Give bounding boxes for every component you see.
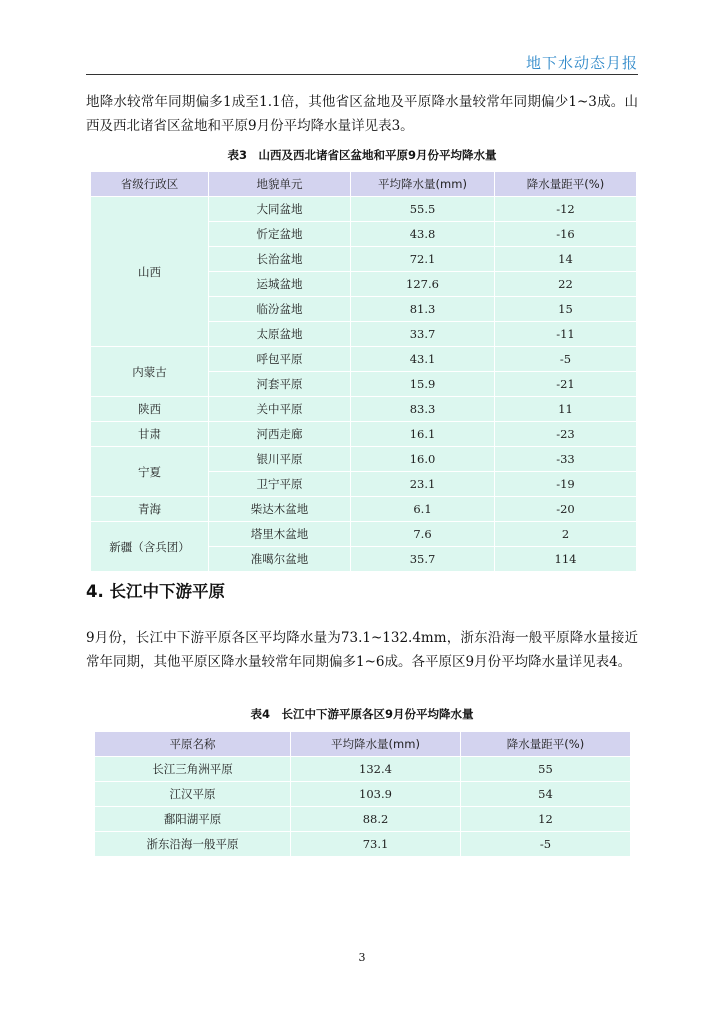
- landform-cell: 关中平原: [209, 397, 351, 422]
- landform-cell: 临汾盆地: [209, 297, 351, 322]
- province-cell: 宁夏: [91, 447, 209, 497]
- table3-row: [91, 422, 637, 447]
- table4: [94, 731, 631, 857]
- landform-cell: 大同盆地: [209, 197, 351, 222]
- avg-precip-cell: 132.4: [291, 757, 461, 782]
- avg-precip-cell: 16.0: [351, 447, 495, 472]
- avg-precip-cell: 6.1: [351, 497, 495, 522]
- province-cell: 甘肃: [91, 422, 209, 447]
- province-cell: 陕西: [91, 397, 209, 422]
- avg-precip-cell: 33.7: [351, 322, 495, 347]
- table4-header-cell: 降水量距平(%): [461, 732, 631, 757]
- anomaly-cell: -20: [495, 497, 637, 522]
- anomaly-cell: -33: [495, 447, 637, 472]
- avg-precip-cell: 16.1: [351, 422, 495, 447]
- anomaly-cell: 55: [461, 757, 631, 782]
- landform-cell: 忻定盆地: [209, 222, 351, 247]
- landform-cell: 太原盆地: [209, 322, 351, 347]
- avg-precip-cell: 127.6: [351, 272, 495, 297]
- avg-precip-cell: 72.1: [351, 247, 495, 272]
- province-cell: 内蒙古: [91, 347, 209, 397]
- section-heading: 4. 长江中下游平原: [86, 582, 225, 601]
- table3-row: [91, 197, 637, 222]
- page-number: 3: [358, 951, 366, 964]
- landform-cell: 河西走廊: [209, 422, 351, 447]
- avg-precip-cell: 35.7: [351, 547, 495, 572]
- anomaly-cell: -12: [495, 197, 637, 222]
- anomaly-cell: -19: [495, 472, 637, 497]
- table3-header-cell: 降水量距平(%): [495, 172, 637, 197]
- avg-precip-cell: 15.9: [351, 372, 495, 397]
- plain-name-cell: 浙东沿海一般平原: [95, 832, 291, 857]
- plain-name-cell: 江汉平原: [95, 782, 291, 807]
- province-cell: 山西: [91, 197, 209, 347]
- avg-precip-cell: 73.1: [291, 832, 461, 857]
- avg-precip-cell: 43.1: [351, 347, 495, 372]
- plain-name-cell: 长江三角洲平原: [95, 757, 291, 782]
- landform-cell: 银川平原: [209, 447, 351, 472]
- table4-row: [95, 757, 631, 782]
- table3-header-cell: 平均降水量(mm): [351, 172, 495, 197]
- anomaly-cell: 11: [495, 397, 637, 422]
- table3-row: [91, 497, 637, 522]
- table3-header-row: [91, 172, 637, 197]
- table3-header-cell: 省级行政区: [91, 172, 209, 197]
- landform-cell: 准噶尔盆地: [209, 547, 351, 572]
- province-cell: 青海: [91, 497, 209, 522]
- landform-cell: 运城盆地: [209, 272, 351, 297]
- anomaly-cell: 15: [495, 297, 637, 322]
- anomaly-cell: 2: [495, 522, 637, 547]
- table3-caption: 表3 山西及西北诸省区盆地和平原9月份平均降水量: [227, 148, 497, 162]
- avg-precip-cell: 81.3: [351, 297, 495, 322]
- report-title: 地下水动态月报: [525, 54, 638, 72]
- avg-precip-cell: 83.3: [351, 397, 495, 422]
- landform-cell: 长治盆地: [209, 247, 351, 272]
- avg-precip-cell: 23.1: [351, 472, 495, 497]
- table4-row: [95, 782, 631, 807]
- landform-cell: 河套平原: [209, 372, 351, 397]
- province-cell: 新疆（含兵团）: [91, 522, 209, 572]
- anomaly-cell: 12: [461, 807, 631, 832]
- table3-row: [91, 447, 637, 472]
- anomaly-cell: -5: [461, 832, 631, 857]
- table3-row: [91, 347, 637, 372]
- avg-precip-cell: 103.9: [291, 782, 461, 807]
- table4-row: [95, 832, 631, 857]
- landform-cell: 呼包平原: [209, 347, 351, 372]
- anomaly-cell: 14: [495, 247, 637, 272]
- table4-header-cell: 平均降水量(mm): [291, 732, 461, 757]
- avg-precip-cell: 7.6: [351, 522, 495, 547]
- avg-precip-cell: 55.5: [351, 197, 495, 222]
- table4-caption: 表4 长江中下游平原各区9月份平均降水量: [250, 707, 474, 721]
- table3: [90, 171, 637, 572]
- table4-header-row: [95, 732, 631, 757]
- table3-row: [91, 522, 637, 547]
- plain-name-cell: 鄱阳湖平原: [95, 807, 291, 832]
- landform-cell: 柴达木盆地: [209, 497, 351, 522]
- header-divider: [86, 74, 638, 75]
- table4-header-cell: 平原名称: [95, 732, 291, 757]
- table4-row: [95, 807, 631, 832]
- paragraph-intro: 地降水较常年同期偏多1成至1.1倍，其他省区盆地及平原降水量较常年同期偏少1~3成。山西及西北诸省区盆地和平原9月份平均降水量详见表3。: [86, 94, 638, 134]
- anomaly-cell: 114: [495, 547, 637, 572]
- landform-cell: 卫宁平原: [209, 472, 351, 497]
- avg-precip-cell: 88.2: [291, 807, 461, 832]
- anomaly-cell: -21: [495, 372, 637, 397]
- paragraph-yangtze: 9月份，长江中下游平原各区平均降水量为73.1~132.4mm，浙东沿海一般平原降水量接近常年同期，其他平原区降水量较常年同期偏多1~6成。各平原区9月份平均降水量详见表4。: [86, 630, 638, 670]
- anomaly-cell: -16: [495, 222, 637, 247]
- anomaly-cell: -5: [495, 347, 637, 372]
- table3-row: [91, 397, 637, 422]
- table3-header-cell: 地貌单元: [209, 172, 351, 197]
- anomaly-cell: 22: [495, 272, 637, 297]
- avg-precip-cell: 43.8: [351, 222, 495, 247]
- landform-cell: 塔里木盆地: [209, 522, 351, 547]
- anomaly-cell: 54: [461, 782, 631, 807]
- anomaly-cell: -11: [495, 322, 637, 347]
- anomaly-cell: -23: [495, 422, 637, 447]
